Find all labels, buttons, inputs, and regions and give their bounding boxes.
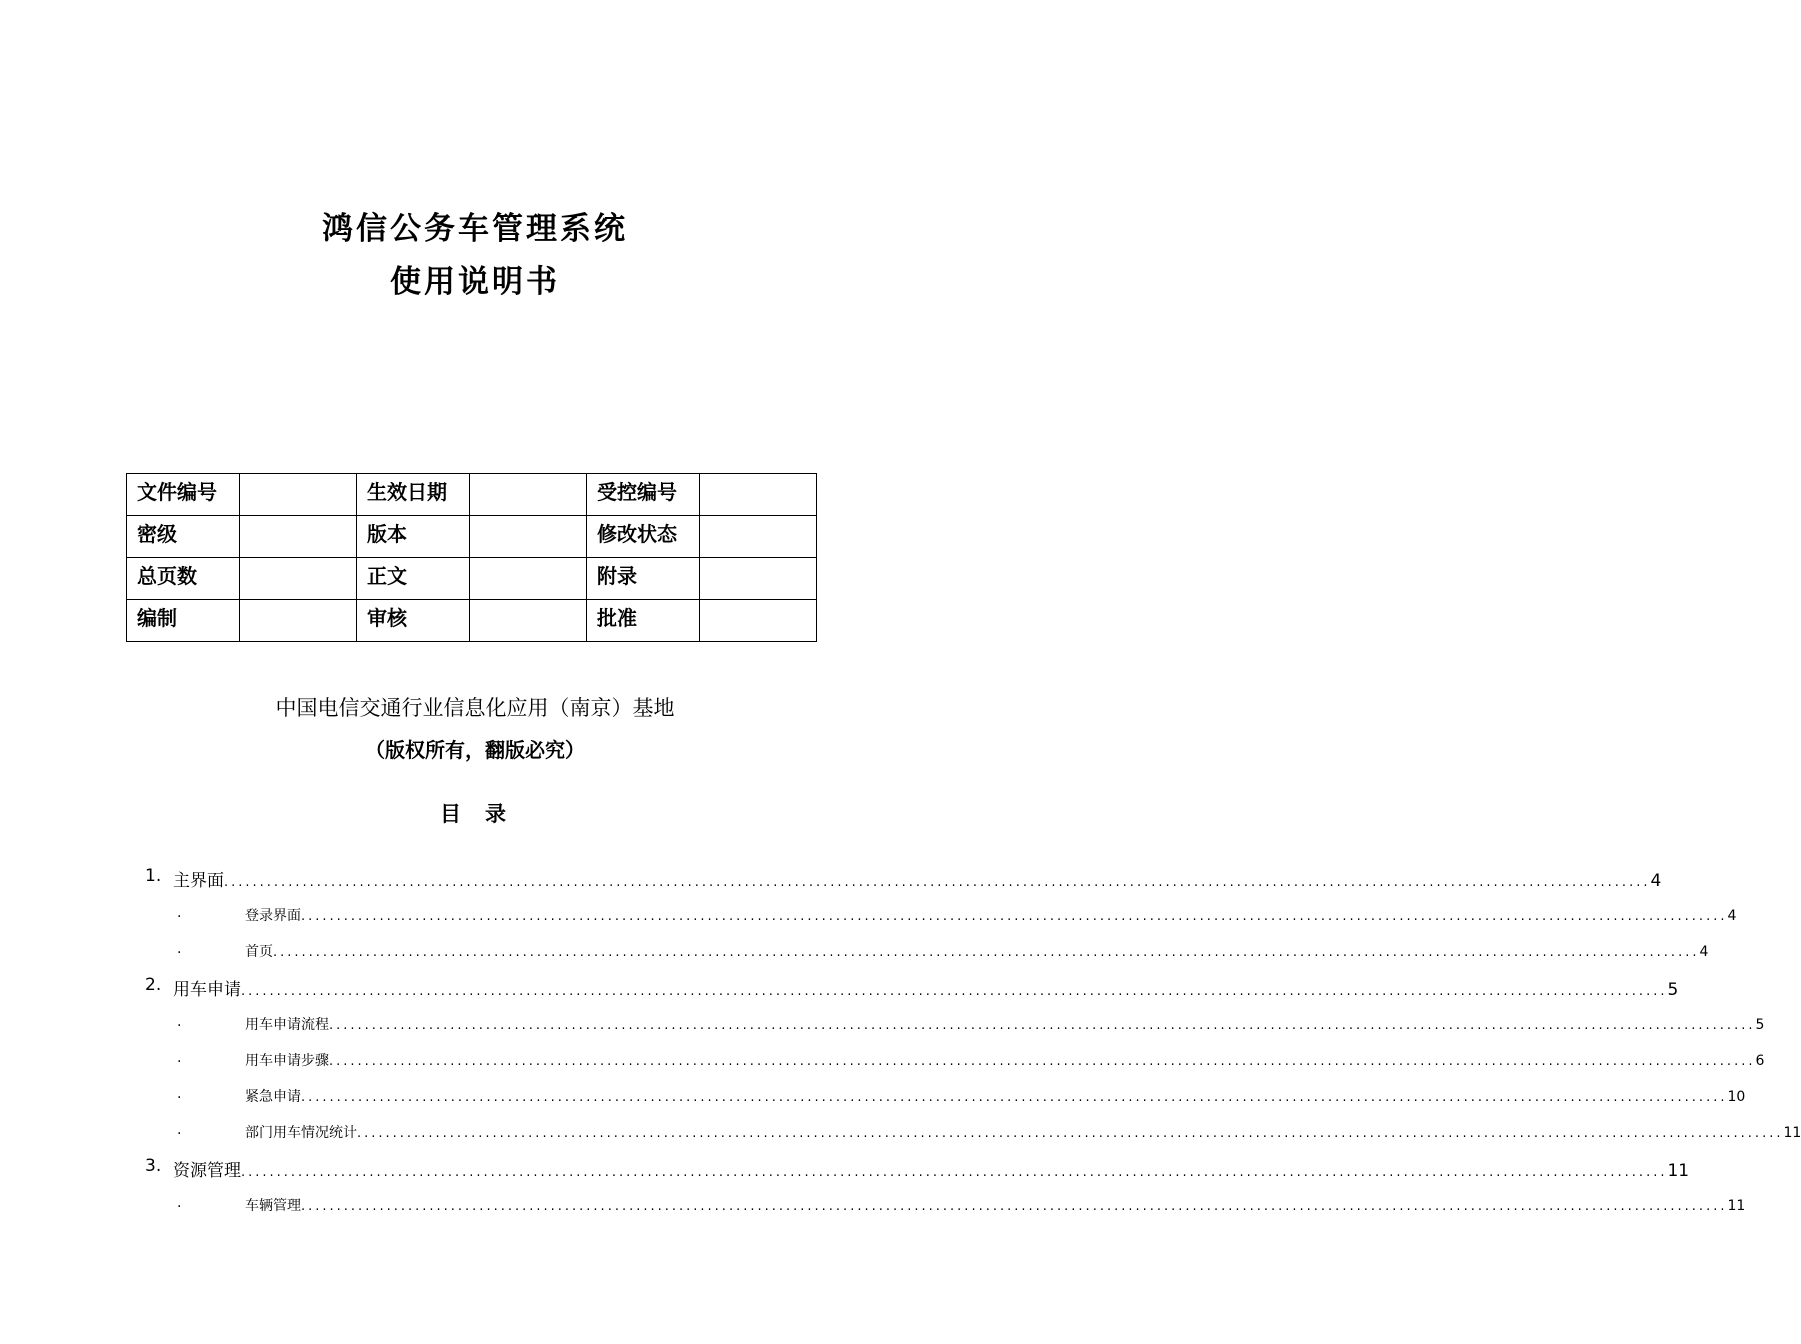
info-label-cell: 受控编号 [587,474,700,516]
info-label-cell: 正文 [357,558,470,600]
toc-entry[interactable] [0,1084,1746,1110]
info-label-cell: 版本 [357,516,470,558]
toc-entry-number: . [177,1195,182,1211]
toc-leader-dots: ........................................................................................................................................................................................................ [224,875,1651,890]
info-table-row [127,516,817,558]
info-value-cell [240,516,357,558]
toc-entry-page: 6 [1755,1053,1765,1069]
info-value-cell [240,558,357,600]
info-label-cell: 总页数 [127,558,240,600]
toc-entry[interactable] [0,1193,1746,1219]
toc-entry-text: 车辆管理 [245,1198,301,1214]
document-title: 鸿信公务车管理系统 [322,211,628,247]
toc-entry-number: . [177,941,182,957]
toc-entry-text: 部门用车情况统计 [245,1125,357,1141]
toc-entry[interactable] [0,866,1662,892]
toc-leader-dots: ........................................................................................................................................................................................................ [273,945,1700,960]
info-table-row [127,600,817,642]
info-value-cell [470,600,587,642]
toc-leader-dots: ........................................................................................................................................................................................................ [329,1018,1756,1033]
info-value-cell [240,600,357,642]
toc-entry-number: . [177,1014,182,1030]
toc-entry-text: 用车申请 [173,980,241,1000]
info-value-cell [470,516,587,558]
toc-entry-text: 用车申请步骤 [245,1053,329,1069]
toc-entry-page: 11 [1667,1161,1690,1181]
toc-leader-dots: ........................................................................................................................................................................................................ [241,1165,1668,1180]
toc-entry-page: 5 [1755,1017,1765,1033]
toc-entry-text: 资源管理 [173,1161,241,1181]
copyright-notice: （版权所有，翻版必究） [365,738,585,762]
toc-entry-number: 1. [145,866,162,886]
toc-entry-page: 11 [1783,1125,1801,1141]
toc-entry[interactable] [0,1156,1690,1182]
toc-entry-number: 2. [145,975,162,995]
info-label-cell: 密级 [127,516,240,558]
info-value-cell [470,558,587,600]
info-value-cell [700,474,817,516]
toc-entry-page: 4 [1699,944,1709,960]
info-value-cell [700,516,817,558]
info-label-cell: 审核 [357,600,470,642]
toc-entry-number: . [177,1122,182,1138]
toc-leader-dots: ........................................................................................................................................................................................................ [357,1126,1784,1141]
toc-leader-dots: ........................................................................................................................................................................................................ [241,984,1668,999]
toc-entry-page: 4 [1650,871,1662,891]
toc-entry-number: . [177,1050,182,1066]
toc-entry-page: 4 [1727,908,1737,924]
toc-entry-page: 10 [1727,1089,1746,1105]
toc-entry[interactable] [0,903,1737,929]
info-label-cell: 生效日期 [357,474,470,516]
toc-entry-text: 主界面 [173,871,224,891]
toc-entry-text: 紧急申请 [245,1089,301,1105]
toc-entry-text: 登录界面 [245,908,301,924]
toc-entry[interactable] [0,1048,1765,1074]
toc-leader-dots: ........................................................................................................................................................................................................ [301,1199,1728,1214]
info-value-cell [700,600,817,642]
toc-entry-page: 5 [1667,980,1679,1000]
toc-entry-number: . [177,1086,182,1102]
toc-title: 目录 [440,802,530,826]
toc-leader-dots: ........................................................................................................................................................................................................ [301,1090,1728,1105]
info-label-cell: 编制 [127,600,240,642]
info-table-row [127,474,817,516]
document-subtitle: 使用说明书 [390,264,560,300]
toc-entry-number: . [177,905,182,921]
info-label-cell: 修改状态 [587,516,700,558]
info-value-cell [470,474,587,516]
toc-entry[interactable] [0,1120,1801,1146]
toc-entry-text: 用车申请流程 [245,1017,329,1033]
toc-leader-dots: ........................................................................................................................................................................................................ [301,909,1728,924]
document-info-table [126,473,817,642]
toc-entry[interactable] [0,1012,1765,1038]
toc-entry[interactable] [0,975,1679,1001]
info-value-cell [240,474,357,516]
toc-entry-text: 首页 [245,944,273,960]
info-label-cell: 文件编号 [127,474,240,516]
info-table-row [127,558,817,600]
toc-entry[interactable] [0,939,1709,965]
toc-entry-page: 11 [1727,1198,1746,1214]
info-label-cell: 附录 [587,558,700,600]
toc-entry-number: 3. [145,1156,162,1176]
info-label-cell: 批准 [587,600,700,642]
organization-name: 中国电信交通行业信息化应用（南京）基地 [275,696,675,720]
info-value-cell [700,558,817,600]
toc-leader-dots: ........................................................................................................................................................................................................ [329,1054,1756,1069]
